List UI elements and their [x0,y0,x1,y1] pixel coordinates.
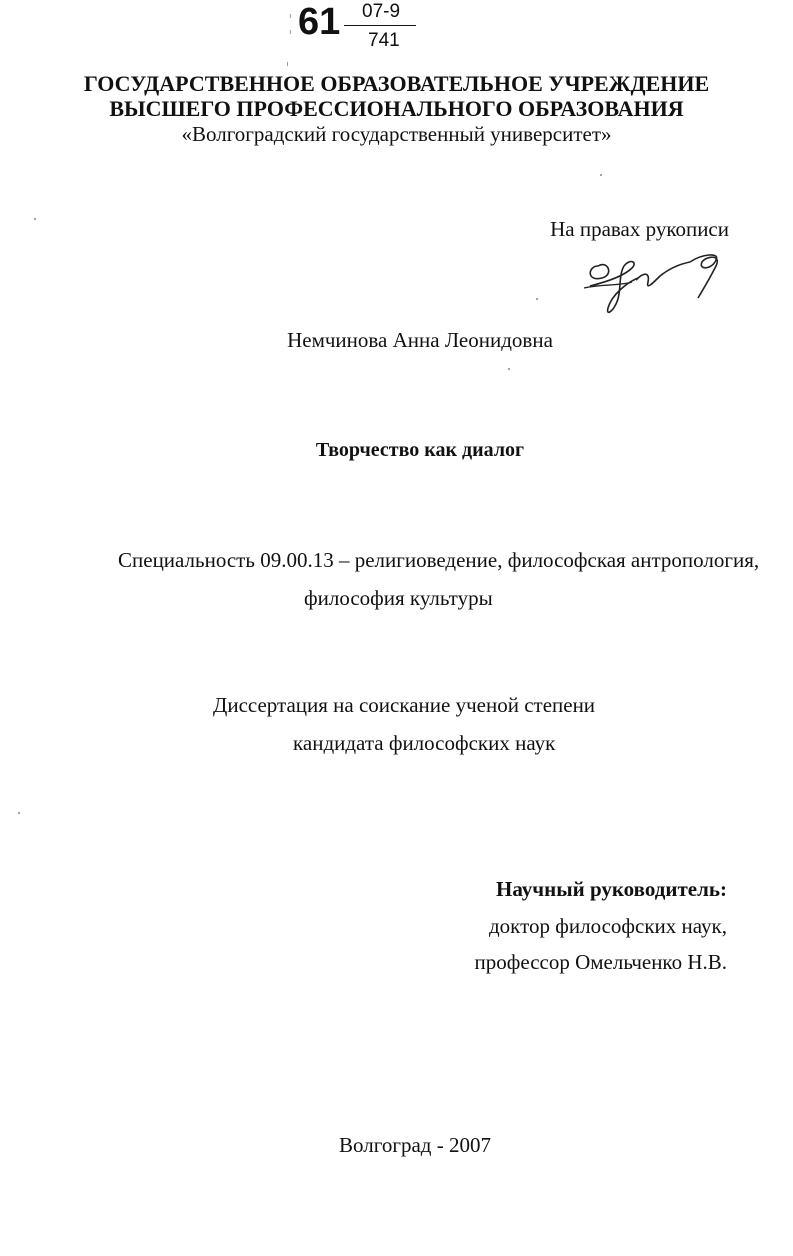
author-name: Немчинова Анна Леонидовна [287,328,553,352]
specialty-line-1: Специальность 09.00.13 – религиоведение, философская антропология, [118,548,760,572]
scan-speck [536,298,538,300]
city-year: Волгоград - 2007 [339,1133,491,1157]
archive-code-main: 61 [298,1,341,43]
advisor-heading: Научный руководитель: [496,877,727,901]
archive-code-denominator: 741 [368,30,400,51]
institution-line-2: ВЫСШЕГО ПРОФЕССИОНАЛЬНОГО ОБРАЗОВАНИЯ [109,96,684,121]
university-name: «Волгоградский государственный университет» [181,122,612,146]
scan-speck [290,30,291,34]
manuscript-rights-label: На правах рукописи [550,217,729,241]
dissertation-degree-line-1: Диссертация на соискание ученой степени [213,693,596,717]
archive-code-numerator: 07-9 [362,1,401,22]
advisor-name: профессор Омельченко Н.В. [474,950,727,974]
institution-line-1: ГОСУДАРСТВЕННОЕ ОБРАЗОВАТЕЛЬНОЕ УЧРЕЖДЕНИЕ [83,71,710,96]
archive-code-fraction-line [344,25,416,26]
scan-speck [600,174,602,176]
scan-speck [18,812,20,814]
specialty-line-2: философия культуры [304,586,493,610]
dissertation-degree-line-2: кандидата философских наук [293,731,556,755]
scan-speck [508,368,510,370]
scan-speck [290,14,291,18]
dissertation-title: Творчество как диалог [315,439,525,461]
handwritten-signature [580,242,730,320]
scan-speck [287,62,288,66]
advisor-degree: доктор философских наук, [489,914,727,938]
scan-speck [34,218,36,220]
